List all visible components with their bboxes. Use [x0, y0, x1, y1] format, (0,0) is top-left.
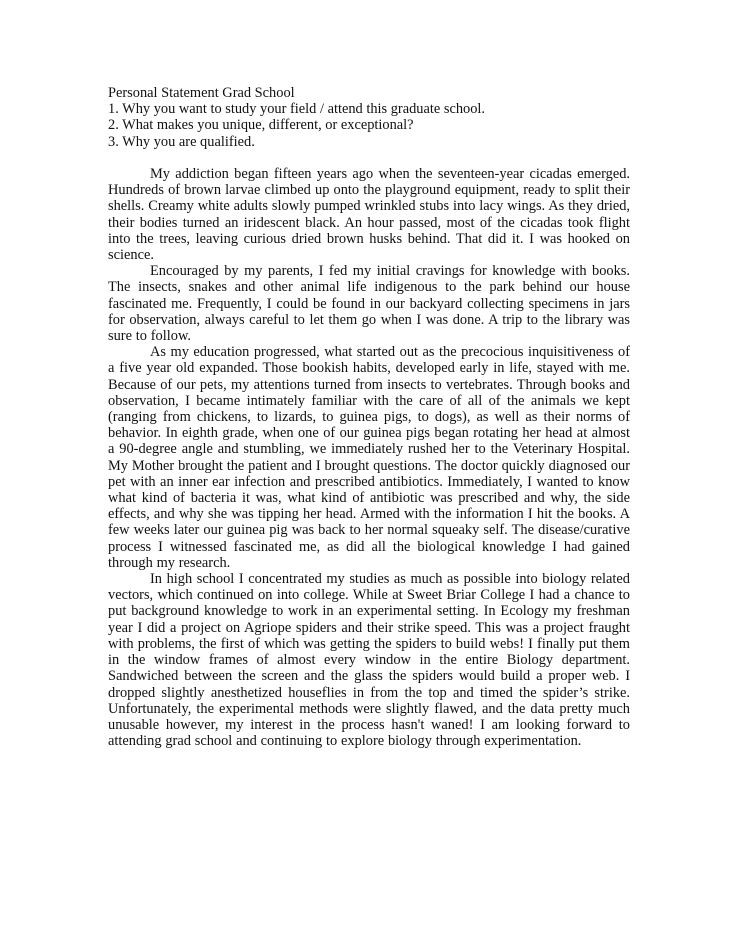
document-header [108, 85, 630, 150]
paragraph-cicadas: My addiction began fifteen years ago when the seventeen-year cicadas emerged. Hundreds of brown larvae climbed up onto the playground equipment, ready to split their shells. Creamy white adults slowly pumped wrinkled stubs into lacy wings. As they dried, their bodies turned an iridescent black. An hour passed, most of the cicadas took flight into the trees, leaving curious dried brown husks behind. That did it. I was hooked on science. [108, 166, 630, 264]
document-title: Personal Statement Grad School [108, 85, 295, 101]
paragraph-guinea-pig: As my education progressed, what started out as the precocious inquisitiveness of a five year old expanded. Those bookish habits, developed early in life, stayed with me. Because of our pets, my attentions turned from insects to vertebrates. Through books and observation, I became intimately familiar with the care of all of the animals we kept (ranging from chickens, to lizards, to guinea pigs, to dogs), as well as their norms of behavior. In eighth grade, when one of our guinea pigs began rotating her head at almost a 90-degree angle and stumbling, we immediately rushed her to the Veterinary Hospital. My Mother brought the patient and I brought questions. The doctor quickly diagnosed our pet with an inner ear infection and prescribed antibiotics. Immediately, I wanted to know what kind of bacteria it was, what kind of antibiotic was prescribed and why, the side effects, and why she was tipping her head. Armed with the information I hit the books. A few weeks later our guinea pig was back to her normal squeaky self. The disease/curative process I witnessed fascinated me, as did all the biological knowledge I had gained through my research. [108, 344, 630, 571]
paragraph-spiders: In high school I concentrated my studies as much as possible into biology related vectors, which continued on into college. While at Sweet Briar College I had a chance to put background knowledge to work in an experimental setting. In Ecology my freshman year I did a project on Agriope spiders and their strike speed. This was a project fraught with problems, the first of which was getting the spiders to build webs! I finally put them in the window frames of almost every window in the entire Biology department. Sandwiched between the screen and the glass the spiders would build a proper web. I dropped slightly anesthetized houseflies in from the top and timed the spider’s strike. Unfortunately, the experimental methods were slightly flawed, and the data pretty much unusable however, my interest in the process hasn't waned! I am looking forward to attending grad school and continuing to explore biology through experimentation. [108, 571, 630, 750]
prompt-line-1: 1. Why you want to study your field / attend this graduate school. [108, 101, 486, 118]
prompt-line-3: 3. Why you are qualified. [108, 133, 255, 150]
paragraph-books: Encouraged by my parents, I fed my initial cravings for knowledge with books. The insects, snakes and other animal life indigenous to the park behind our house fascinated me. Frequently, I could be found in our backyard collecting specimens in jars for observation, always careful to let them go when I was done. A trip to the library was sure to follow. [108, 263, 630, 345]
prompt-line-2: 2. What makes you unique, different, or exceptional? [108, 117, 414, 134]
document-body [108, 85, 630, 749]
